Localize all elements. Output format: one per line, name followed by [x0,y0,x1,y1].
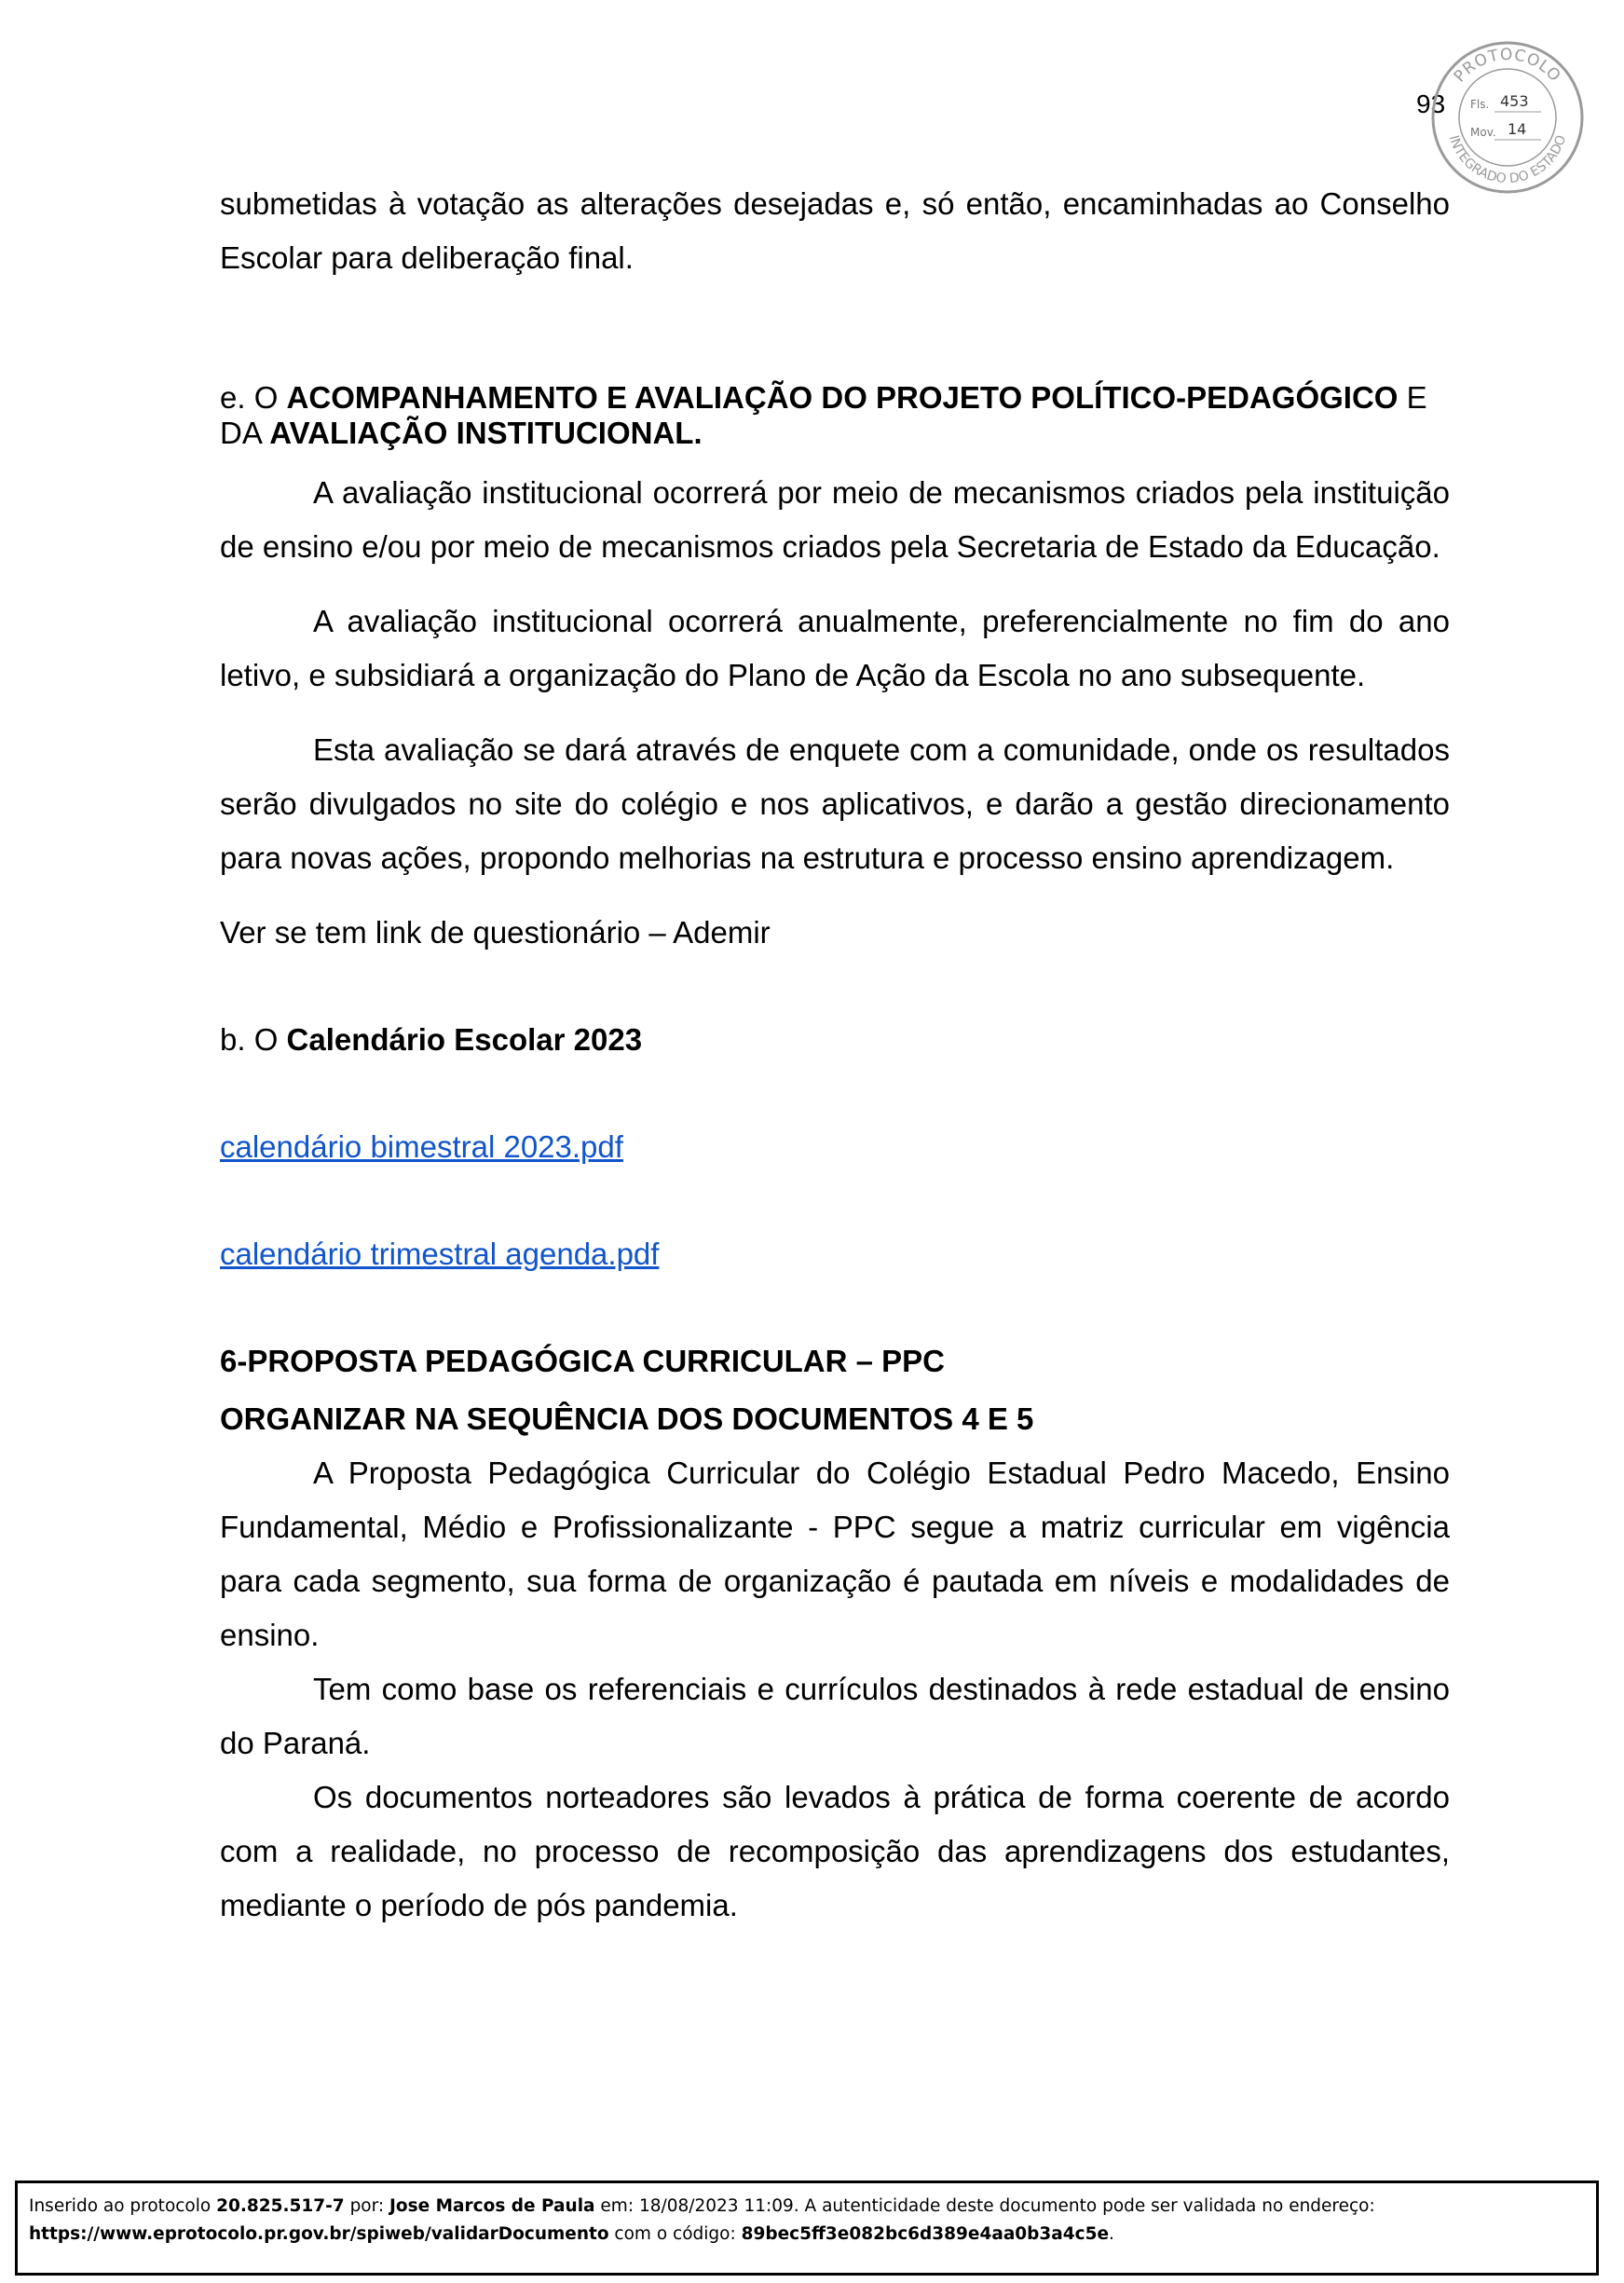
svg-text:PROTOCOLO [1451,46,1564,86]
protocol-stamp [1429,39,1586,196]
section-b-heading [220,1013,1450,1067]
stamp-arc-top: PROTOCOLO [1450,45,1565,87]
footer-validation-code: 89bec5ff3e082bc6d389e4aa0b3a4c5e [741,2224,1110,2244]
footer-text-1: Inserido ao protocolo [29,2196,217,2216]
validation-footer [15,2180,1599,2276]
stamp-mov-value: 14 [1508,120,1527,138]
section-e-mid: E DA [220,380,1427,450]
section-b-bold: Calendário Escolar 2023 [286,1022,643,1057]
section-e-bold-1: ACOMPANHAMENTO E AVALIAÇÃO DO PROJETO POLÍTICO-PEDAGÓGICO [286,380,1399,415]
paragraph-6b: Tem como base os referenciais e currículos destinados à rede estadual de ensino do Paraná. [220,1672,1450,1760]
paragraph-e3: Esta avaliação se dará através de enquete com a comunidade, onde os resultados serão divulgados no site do colégio e nos aplicativos, e darão a gestão direcionamento para novas ações, propondo melhorias na estrutura e processo ensino aprendizagem. [220,732,1450,875]
stamp-fls-value: 453 [1500,92,1529,110]
footer-text-4: com o código: [608,2224,742,2244]
link-calendario-trimestral[interactable]: calendário trimestral agenda.pdf [220,1237,660,1271]
footer-protocol-number: 20.825.517-7 [216,2196,345,2216]
stamp-fls-label: Fls. [1470,98,1490,111]
document-body [220,177,1450,1933]
page-number: 93 [1416,89,1446,118]
footer-text-3: em: 18/08/2023 11:09. A autenticidade deste documento pode ser validada no endereço: [594,2196,1375,2216]
section-6-subtitle: ORGANIZAR NA SEQUÊNCIA DOS DOCUMENTOS 4 E 5 [220,1401,1034,1436]
paragraph-6c: Os documentos norteadores são levados à prática de forma coerente de acordo com a realidade, no processo de recomposição das aprendizagens dos estudantes, mediante o período de pós pandemia. [220,1780,1450,1922]
section-b-prefix: b. O [220,1022,287,1057]
intro-line-1: submetidas à votação as alterações desejadas e, só então, encaminhadas ao Conselho [220,186,1450,221]
link-calendario-bimestral[interactable]: calendário bimestral 2023.pdf [220,1129,623,1164]
paragraph-6a: A Proposta Pedagógica Curricular do Colégio Estadual Pedro Macedo, Ensino Fundamental, Médio e Profissionalizante - PPC segue a matriz curricular em vigência para cada segmento, sua forma de organização é pautada em níveis e modalidades de ensino. [220,1456,1450,1652]
stamp-mov-label: Mov. [1470,126,1496,139]
paragraph-e2: A avaliação institucional ocorrerá anualmente, preferencialmente no fim do ano letivo, e subsidiará a organização do Plano de Ação da Escola no ano subsequente. [220,604,1450,692]
footer-validation-url[interactable]: https://www.eprotocolo.pr.gov.br/spiweb/validarDocumento [29,2224,609,2244]
section-e-prefix: e. O [220,380,287,415]
section-e-heading [220,380,1450,451]
section-e-bold-2: AVALIAÇÃO INSTITUCIONAL. [269,416,703,450]
note-line: Ver se tem link de questionário – Ademir [220,915,771,950]
footer-text-5: . [1109,2224,1114,2244]
paragraph-e1: A avaliação institucional ocorrerá por meio de mecanismos criados pela instituição de ensino e/ou por meio de mecanismos criados pela Secretaria de Estado da Educação. [220,475,1450,564]
intro-line-2: Escolar para deliberação final. [220,240,634,275]
section-6-title: 6-PROPOSTA PEDAGÓGICA CURRICULAR – PPC [220,1344,946,1378]
footer-author: Jose Marcos de Paula [389,2196,595,2216]
footer-text-2: por: [344,2196,390,2216]
stamp-arc-bottom: INTEGRADO DO ESTADO [1445,133,1570,187]
